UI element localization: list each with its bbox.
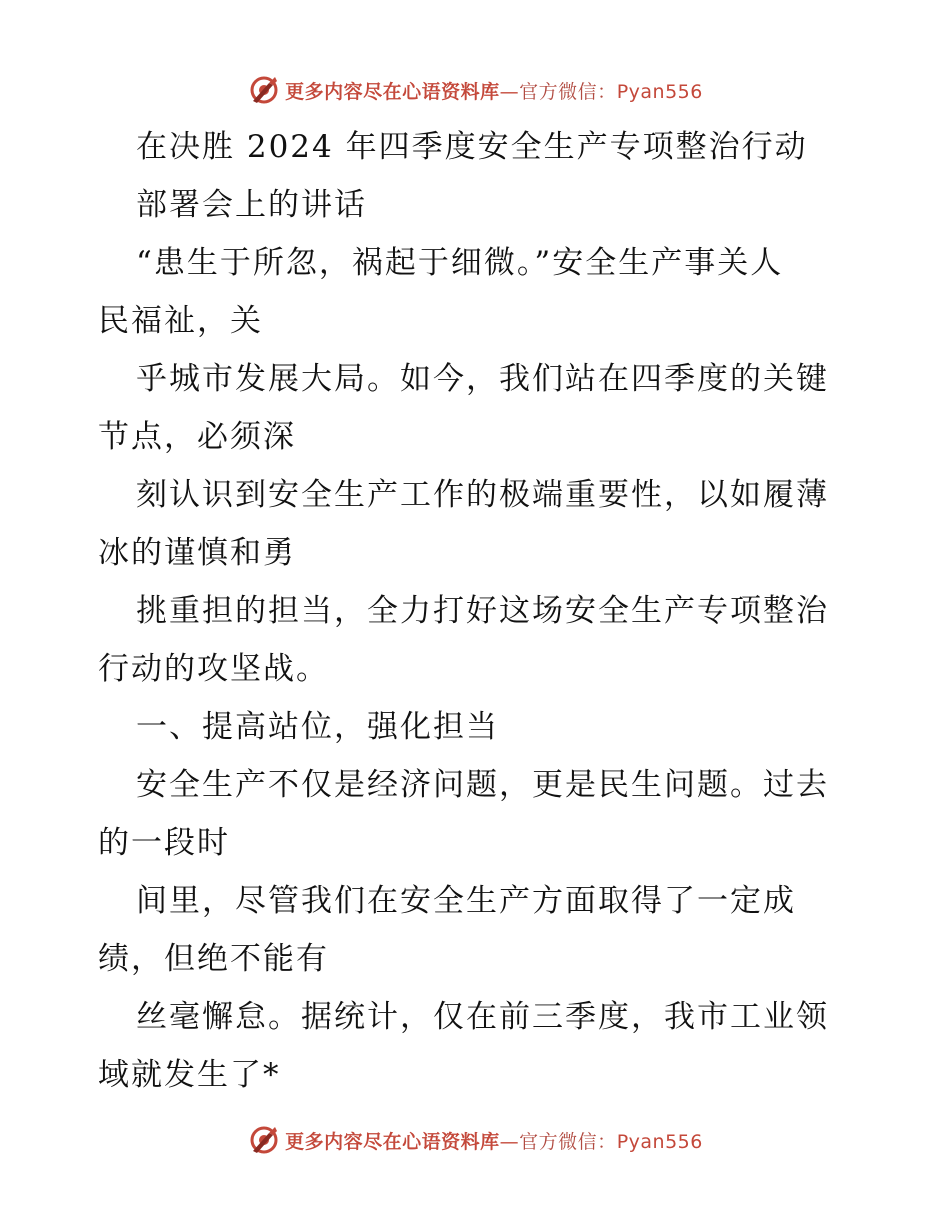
document-text-line: 刻认识到安全生产工作的极端重要性，以如履薄 [136,477,829,513]
document-text-line: 绩，但绝不能有 [98,941,329,977]
footer-brand-text: 更多内容尽在心语资料库 [285,1130,500,1153]
document-title-line: 在决胜 2024 年四季度安全生产专项整治行动 [136,129,808,165]
document-title-line: 部署会上的讲话 [136,187,367,223]
header-brand-text: 更多内容尽在心语资料库 [285,80,500,103]
document-text-line: 域就发生了* [98,1057,281,1093]
pen-logo-icon [247,73,281,107]
document-text-line: 冰的谨慎和勇 [98,535,296,571]
document-text-line: 丝毫懈怠。据统计，仅在前三季度，我市工业领 [136,999,829,1035]
footer-wechat-id: Pyan556 [616,1130,703,1153]
pen-logo-icon [247,1123,281,1157]
footer-wechat-label: 官方微信： [519,1130,617,1153]
header-watermark-text [285,77,703,104]
document-text-line: 间里，尽管我们在安全生产方面取得了一定成 [136,883,796,919]
header-wechat-id: Pyan556 [616,80,703,103]
header-dash: — [499,80,520,103]
document-body [98,118,858,1104]
footer-dash: — [499,1130,520,1153]
document-text-line: 安全生产不仅是经济问题，更是民生问题。过去 [136,767,829,803]
document-text-line: 一、提高站位，强化担当 [136,709,499,745]
document-text-line: 的一段时 [98,825,230,861]
document-text-line: “患生于所忽，祸起于细微。”安全生产事关人 [136,245,784,281]
footer-watermark-text [285,1127,703,1154]
document-text-line: 节点，必须深 [98,419,296,455]
document-text-line: 民福祉，关 [98,303,263,339]
header-watermark-banner [0,70,950,110]
document-text-line: 挑重担的担当，全力打好这场安全生产专项整治 [136,593,829,629]
document-text-line: 行动的攻坚战。 [98,651,329,687]
footer-watermark-banner [0,1120,950,1160]
header-wechat-label: 官方微信： [519,80,617,103]
document-text-line: 乎城市发展大局。如今，我们站在四季度的关键 [136,361,829,397]
